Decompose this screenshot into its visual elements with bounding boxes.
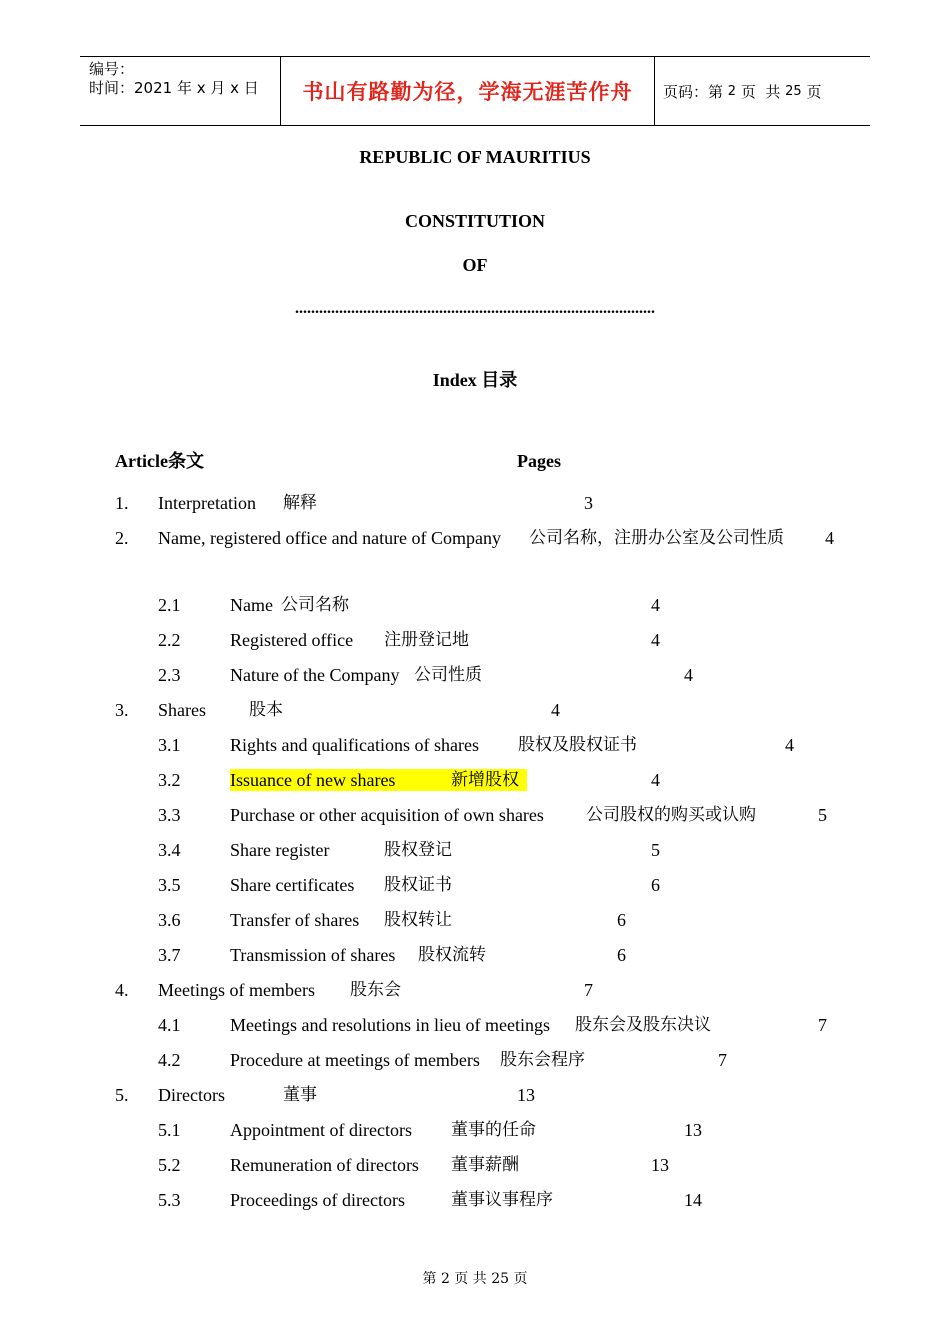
article-column-header: Article条文	[115, 451, 204, 471]
entry-number: 2.1	[158, 595, 181, 615]
entry-title-zh: 新增股权	[451, 770, 519, 790]
entry-title-en: Directors	[158, 1085, 225, 1105]
entry-title-zh: 股权转让	[384, 910, 452, 930]
entry-title-en: Shares	[158, 700, 206, 720]
entry-title-zh: 解释	[283, 493, 317, 513]
entry-page: 14	[684, 1190, 702, 1210]
entry-page: 4	[825, 528, 834, 548]
entry-page: 4	[684, 665, 693, 685]
entry-title-zh: 股东会程序	[500, 1050, 585, 1070]
page-header	[80, 56, 870, 126]
entry-number: 5.	[115, 1085, 129, 1105]
entry-title-en: Rights and qualifications of shares	[230, 735, 479, 755]
entry-title-en: Meetings and resolutions in lieu of meetings	[230, 1015, 550, 1035]
entry-title-zh: 股权流转	[418, 945, 486, 965]
entry-title-en: Procedure at meetings of members	[230, 1050, 480, 1070]
entry-title-zh: 股本	[249, 700, 283, 720]
entry-title-en: Interpretation	[158, 493, 256, 513]
entry-number: 3.5	[158, 875, 181, 895]
entry-number: 2.3	[158, 665, 181, 685]
republic-title: REPUBLIC OF MAURITIUS	[359, 147, 591, 167]
entry-page: 5	[651, 840, 660, 860]
entry-number: 3.6	[158, 910, 181, 930]
entry-page: 13	[517, 1085, 535, 1105]
footer-pre: 第	[422, 1271, 441, 1287]
entry-number: 3.2	[158, 770, 181, 790]
header-motto: 书山有路勤为径，学海无涯苦作舟	[281, 57, 655, 125]
entry-page: 6	[617, 910, 626, 930]
footer-page: 2	[440, 1271, 450, 1287]
entry-number: 4.2	[158, 1050, 181, 1070]
entry-page: 3	[584, 493, 593, 513]
entry-page: 7	[818, 1015, 827, 1035]
index-title: Index 目录	[432, 370, 518, 390]
entry-number: 4.1	[158, 1015, 181, 1035]
entry-number: 3.	[115, 700, 129, 720]
entry-number: 2.2	[158, 630, 181, 650]
number-label: 编号：	[89, 60, 135, 78]
entry-title-zh: 公司股权的购买或认购	[586, 805, 756, 825]
entry-number: 3.7	[158, 945, 181, 965]
entry-title-zh: 股东会	[350, 980, 401, 1000]
entry-title-en: Nature of the Company	[230, 665, 400, 685]
entry-title-en: Name, registered office and nature of Company	[158, 528, 502, 548]
entry-title-zh: 董事的任命	[451, 1120, 536, 1140]
entry-page: 6	[617, 945, 626, 965]
entry-title-zh: 注册登记地	[384, 630, 469, 650]
highlighted-entry-title	[230, 769, 527, 791]
entry-page: 5	[818, 805, 827, 825]
time-label: 时间：2021 年 x 月 x 日	[89, 79, 259, 97]
footer-total: 25	[491, 1271, 510, 1287]
entry-page: 4	[551, 700, 560, 720]
entry-page: 6	[651, 875, 660, 895]
entry-title-en: Proceedings of directors	[230, 1190, 405, 1210]
entry-page: 13	[684, 1120, 702, 1140]
entry-page: 4	[651, 630, 660, 650]
entry-number: 4.	[115, 980, 129, 1000]
page-label: 页码：第	[663, 82, 728, 101]
company-name-placeholder: ..........................................................................................	[295, 300, 655, 317]
entry-page: 4	[785, 735, 794, 755]
entry-title-en: Meetings of members	[158, 980, 315, 1000]
entry-title-zh: 股权及股权证书	[518, 735, 637, 755]
page-end: 页	[801, 82, 822, 101]
entry-title-zh: 股权证书	[384, 875, 452, 895]
entry-number: 5.2	[158, 1155, 181, 1175]
entry-number: 5.3	[158, 1190, 181, 1210]
entry-title-en: Share register	[230, 840, 330, 860]
of-title: OF	[462, 255, 488, 275]
entry-page: 7	[718, 1050, 727, 1070]
footer-post: 页	[509, 1271, 528, 1287]
entry-title-zh: 公司性质	[414, 665, 482, 685]
entry-title-en: Name	[230, 595, 273, 615]
entry-title-en: Appointment of directors	[230, 1120, 412, 1140]
entry-number: 3.3	[158, 805, 181, 825]
entry-title-zh: 董事议事程序	[451, 1190, 553, 1210]
footer-mid: 页 共	[449, 1271, 492, 1287]
pages-column-header: Pages	[517, 451, 561, 471]
entry-title-zh: 股权登记	[384, 840, 452, 860]
page-total: 25	[785, 83, 802, 99]
entry-title-en: Transmission of shares	[230, 945, 396, 965]
entry-page: 13	[651, 1155, 669, 1175]
entry-page: 4	[651, 595, 660, 615]
entry-title-zh: 公司名称，注册办公室及公司性质	[529, 528, 784, 548]
entry-title-zh: 股东会及股东决议	[575, 1015, 711, 1035]
entry-page: 4	[651, 770, 660, 790]
page-footer	[0, 1268, 950, 1288]
header-meta	[80, 57, 281, 125]
entry-number: 1.	[115, 493, 129, 513]
entry-title-en: Transfer of shares	[230, 910, 360, 930]
entry-number: 3.1	[158, 735, 181, 755]
entry-title-en: Share certificates	[230, 875, 355, 895]
constitution-title: CONSTITUTION	[404, 211, 546, 231]
page-mid: 页 共	[736, 82, 786, 101]
entry-title-zh: 董事	[283, 1085, 317, 1105]
entry-title-en: Issuance of new shares	[230, 770, 396, 790]
entry-number: 2.	[115, 528, 129, 548]
entry-title-en: Remuneration of directors	[230, 1155, 419, 1175]
entry-number: 3.4	[158, 840, 181, 860]
entry-title-en: Registered office	[230, 630, 354, 650]
entry-number: 5.1	[158, 1120, 181, 1140]
entry-title-zh: 公司名称	[281, 595, 349, 615]
entry-page: 7	[584, 980, 593, 1000]
page-number: 2	[727, 83, 737, 99]
entry-title-zh: 董事薪酬	[451, 1155, 519, 1175]
entry-title-en: Purchase or other acquisition of own shares	[230, 805, 544, 825]
header-page-info	[655, 57, 870, 125]
